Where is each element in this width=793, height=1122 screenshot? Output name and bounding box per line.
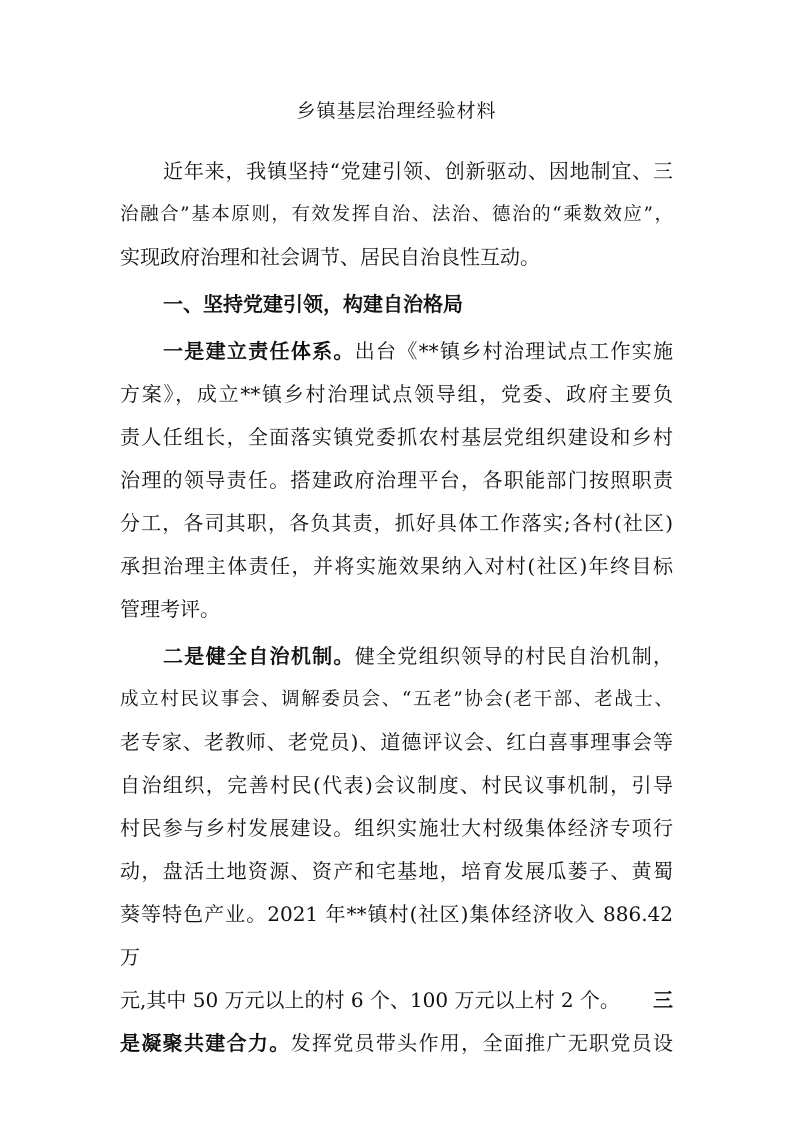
text-span: 健全党组织领导的村民自治机制， xyxy=(354,644,674,668)
text-line xyxy=(120,1022,673,1065)
paragraph-lead: 三 xyxy=(653,988,673,1012)
paragraph-autonomy xyxy=(120,635,673,1065)
text-line: 承担治理主体责任，并将实施效果纳入对村(社区)年终目标 xyxy=(120,554,673,578)
text-line: 分工，各司其职，各负其责，抓好具体工作落实;各村(社区) xyxy=(120,511,673,535)
section-heading xyxy=(120,283,673,326)
text-line: 自治组织，完善村民(代表)会议制度、村民议事机制，引导 xyxy=(120,773,673,797)
text-line: 近年来，我镇坚持“党建引领、创新驱动、因地制宜、三 xyxy=(163,159,673,183)
text-line: 老专家、老教师、老党员)、道德评议会、红白喜事理事会等 xyxy=(120,730,673,754)
paragraph-lead: 一是建立责任体系。 xyxy=(163,339,355,363)
text-line xyxy=(120,330,673,373)
paragraph-lead: 二是健全自治机制。 xyxy=(163,644,355,668)
text-line: 责人任组长，全面落实镇党委抓农村基层党组织建设和乡村 xyxy=(120,425,673,449)
text-line: 方案》，成立**镇乡村治理试点领导组，党委、政府主要负 xyxy=(120,382,673,406)
document-body xyxy=(120,150,673,1069)
text-line: 治理的领导责任。搭建政府治理平台，各职能部门按照职责 xyxy=(120,468,673,492)
text-line: 管理考评。 xyxy=(120,597,220,621)
text-line: 村民参与乡村发展建设。组织实施壮大村级集体经济专项行 xyxy=(120,816,673,840)
paragraph-lead: 是凝聚共建合力。 xyxy=(120,1031,291,1055)
text-line: 实现政府治理和社会调节、居民自治良性互动。 xyxy=(120,245,540,269)
text-span: 元,其中 50 万元以上的村 6 个、100 万元以上村 2 个。 xyxy=(120,988,620,1012)
text-line xyxy=(120,979,673,1022)
document-title: 乡镇基层治理经验材料 xyxy=(296,100,497,122)
text-line: 治融合”基本原则，有效发挥自治、法治、德治的“乘数效应”， xyxy=(120,204,673,225)
text-line: 葵等特色产业。2021 年**镇村(社区)集体经济收入 886.42 万 xyxy=(120,902,673,969)
intro-paragraph xyxy=(120,150,673,279)
text-line: 动，盘活土地资源、资产和宅基地，培育发展瓜蒌子、黄蜀 xyxy=(120,859,673,883)
text-line xyxy=(120,635,673,678)
paragraph-responsibility xyxy=(120,330,673,631)
text-span: 出台《**镇乡村治理试点工作实施 xyxy=(354,339,674,363)
text-line: 成立村民议事会、调解委员会、“五老”协会(老干部、老战士、 xyxy=(120,689,673,710)
heading-text: 一、坚持党建引领，构建自治格局 xyxy=(163,292,463,316)
text-span: 发挥党员带头作用，全面推广无职党员设 xyxy=(290,1031,674,1055)
